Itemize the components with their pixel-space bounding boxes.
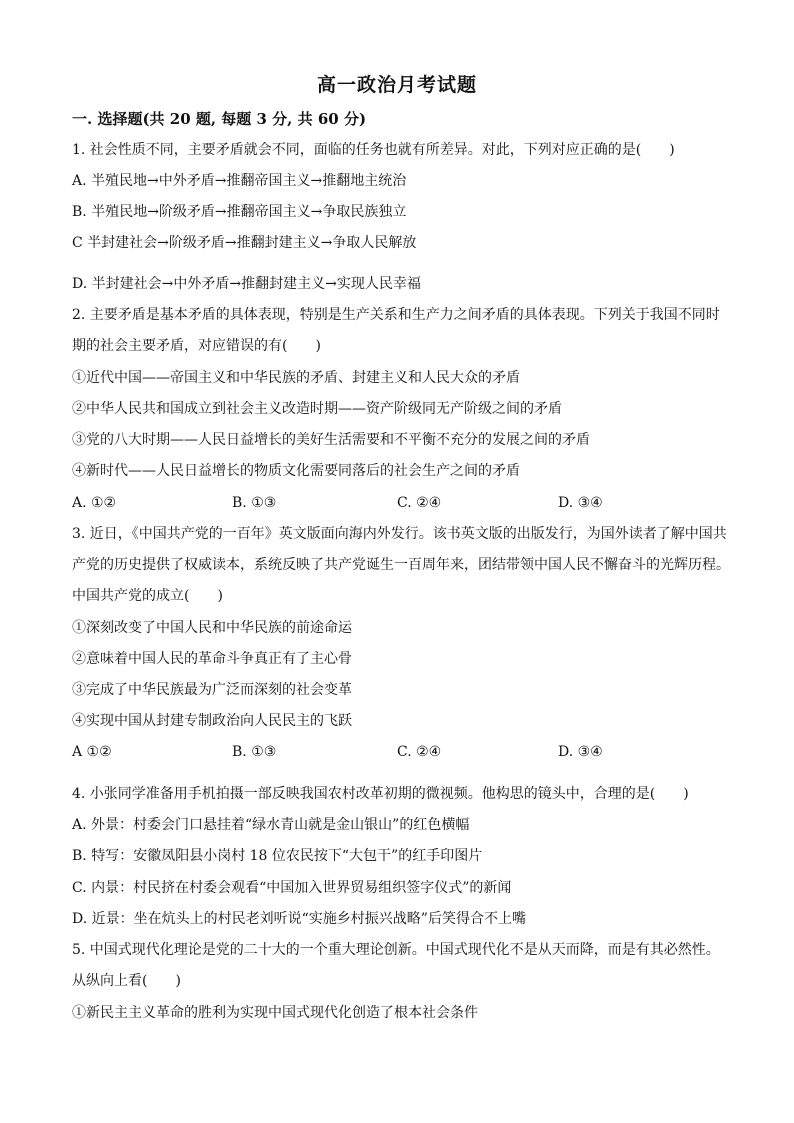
q4-option-b: B. 特写：安徽凤阳县小岗村 18 位农民按下“大包干”的红手印图片 [72,848,483,864]
q1-option-c: C 半封建社会→阶级矛盾→推翻封建主义→争取人民解放 [72,235,417,251]
q5-stem-line-2: 从纵向上看( ) [72,973,181,989]
q1-option-b: B. 半殖民地→阶级矛盾→推翻帝国主义→争取民族独立 [72,204,407,220]
q2-statement-4: ④新时代——人民日益增长的物质文化需要同落后的社会生产之间的矛盾 [72,463,520,479]
section-heading: 一. 选择题(共 20 题, 每题 3 分, 共 60 分) [72,110,367,128]
q4-stem: 4. 小张同学准备用手机拍摄一部反映我国农村改革初期的微视频。他构思的镜头中，合理的是( ) [72,786,689,802]
q2-stem-line-2: 期的社会主要矛盾，对应错误的有( ) [72,338,321,354]
q2-statement-2: ②中华人民共和国成立到社会主义改造时期——资产阶级同无产阶级之间的矛盾 [72,401,562,417]
q3-option-d: D. ③④ [558,744,603,760]
q3-statement-1: ①深刻改变了中国人民和中华民族的前途命运 [72,620,352,636]
q3-option-a: A ①② [72,744,112,760]
q3-statement-2: ②意味着中国人民的革命斗争真正有了主心骨 [72,651,352,667]
q5-statement-1: ①新民主主义革命的胜利为实现中国式现代化创造了根本社会条件 [72,1005,478,1021]
q4-option-c: C. 内景：村民挤在村委会观看“中国加入世界贸易组织签字仪式”的新闻 [72,880,512,896]
q2-option-b: B. ①③ [232,495,277,511]
q4-option-a: A. 外景：村委会门口悬挂着“绿水青山就是金山银山”的红色横幅 [72,817,470,833]
q1-stem: 1. 社会性质不同，主要矛盾就会不同，面临的任务也就有所差异。对此，下列对应正确的是( ) [72,142,675,158]
q3-stem-line-3: 中国共产党的成立( ) [72,588,223,604]
q2-option-d: D. ③④ [558,495,603,511]
page-title: 高一政治月考试题 [316,74,477,96]
q3-statement-3: ③完成了中华民族最为广泛而深刻的社会变革 [72,682,352,698]
q2-option-a: A. ①② [72,495,117,511]
q2-option-c: C. ②④ [397,495,442,511]
q1-option-a: A. 半殖民地→中外矛盾→推翻帝国主义→推翻地主统治 [72,173,407,189]
q2-statement-1: ①近代中国——帝国主义和中华民族的矛盾、封建主义和人民大众的矛盾 [72,370,520,386]
q5-stem-line-1: 5. 中国式现代化理论是党的二十大的一个重大理论创新。中国式现代化不是从天而降，而是有其必然性。 [72,942,720,958]
q3-stem-line-2: 产党的历史提供了权威读本，系统反映了共产党诞生一百周年来，团结带领中国人民不懈奋斗的光辉历程。 [72,557,730,573]
q3-option-b: B. ①③ [232,744,277,760]
q3-option-c: C. ②④ [397,744,442,760]
q1-option-d: D. 半封建社会→中外矛盾→推翻封建主义→实现人民幸福 [72,276,421,292]
q3-statement-4: ④实现中国从封建专制政治向人民民主的飞跃 [72,713,352,729]
q4-option-d: D. 近景：坐在炕头上的村民老刘听说“实施乡村振兴战略”后笑得合不上嘴 [72,911,526,927]
q2-statement-3: ③党的八大时期——人民日益增长的美好生活需要和不平衡不充分的发展之间的矛盾 [72,432,590,448]
q2-stem-line-1: 2. 主要矛盾是基本矛盾的具体表现，特别是生产关系和生产力之间矛盾的具体表现。下列关于我国不同时 [72,307,720,323]
q3-stem-line-1: 3. 近日，《中国共产党的一百年》英文版面向海内外发行。该书英文版的出版发行，为国外读者了解中国共 [72,526,727,542]
